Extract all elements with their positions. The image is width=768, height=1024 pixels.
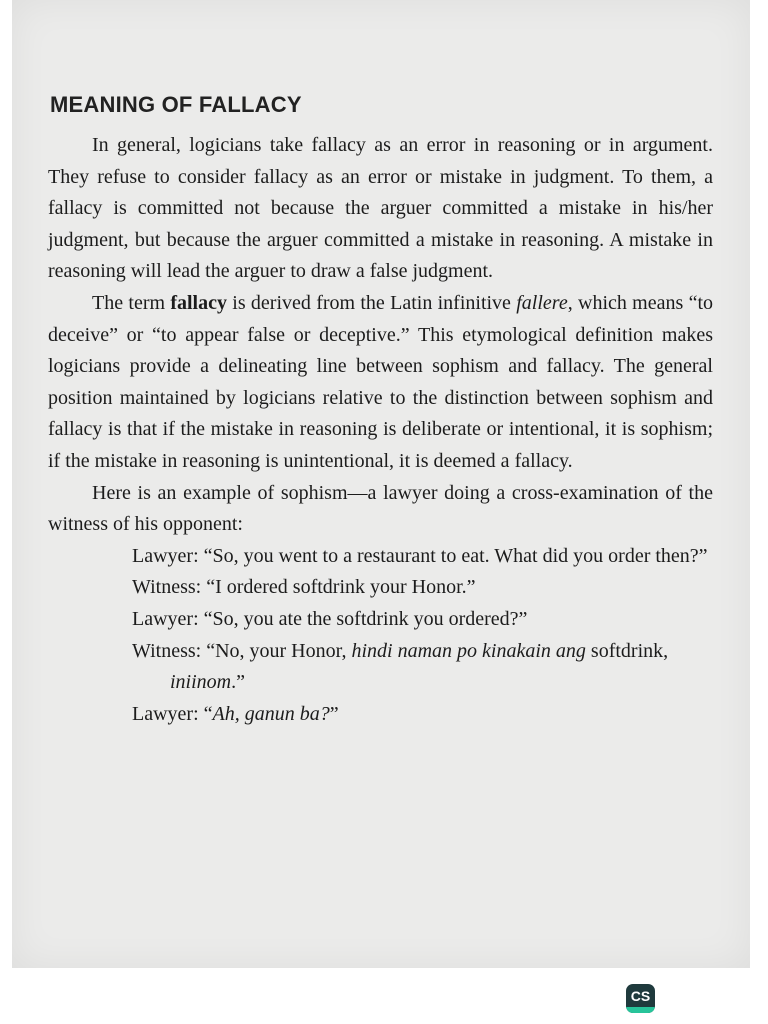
dialogue-line-4	[132, 636, 713, 699]
term-fallere: fallere	[516, 291, 568, 314]
dialogue-line-5-part-a: Lawyer: “	[132, 702, 213, 725]
dialogue-line-2: Witness: “I ordered softdrink your Honor.”	[132, 576, 476, 599]
paragraph-3: Here is an example of sophism—a lawyer doing a cross-examination of the witness of his opponent:	[48, 481, 713, 536]
dialogue-line-4-tagalog: hindi naman po kinakain ang	[351, 639, 586, 662]
term-fallacy: fallacy	[170, 291, 227, 314]
paragraph-2-part-e: , which means “to deceive” or “to appear false or deceptive.” This etymological definition makes logicians provide a delineating line between sophism and fallacy. The general position maintained by logicians relative to the distinction between sophism and fallacy is that if the mistake in reasoning is deliberate or intentional, it is sophism; if the mistake in reasoning is unintentional, it is deemed a fallacy.	[48, 291, 713, 472]
dialogue-line-5-tagalog: Ah, ganun ba?	[212, 702, 330, 725]
dialogue-line-4-part-c: softdrink,	[585, 639, 669, 662]
section-heading: MEANING OF FALLACY	[50, 92, 302, 117]
dialogue-line-4-iniinom: iniinom	[170, 671, 232, 694]
camscanner-logo-icon	[626, 984, 655, 1013]
paragraph-2	[48, 288, 713, 478]
paragraph-2-part-c: is derived from the Latin infinitive	[227, 291, 517, 314]
paragraph-1: In general, logicians take fallacy as an error in reasoning or in argument. They refuse to consider fallacy as an error or mistake in judgment. To them, a fallacy is committed not because the arguer committed a mistake in his/her judgment, but because the arguer committed a mistake in reasoning. A mistake in reasoning will lead the arguer to draw a false judgment.	[48, 134, 713, 283]
page-content	[48, 92, 713, 730]
dialogue-line-3: Lawyer: “So, you ate the softdrink you ordered?”	[132, 607, 528, 630]
camscanner-logo-text: CS	[630, 988, 651, 1004]
dialogue-line-5-part-c: ”	[329, 702, 339, 725]
dialogue-block	[132, 541, 713, 731]
paragraph-2-part-a: The term	[92, 291, 171, 314]
dialogue-line-4-part-a: Witness: “No, your Honor,	[132, 639, 352, 662]
dialogue-line-1: Lawyer: “So, you went to a restaurant to eat. What did you order then?”	[132, 544, 708, 567]
dialogue-line-4-part-e: .”	[231, 671, 246, 694]
dialogue-line-5	[132, 699, 713, 731]
